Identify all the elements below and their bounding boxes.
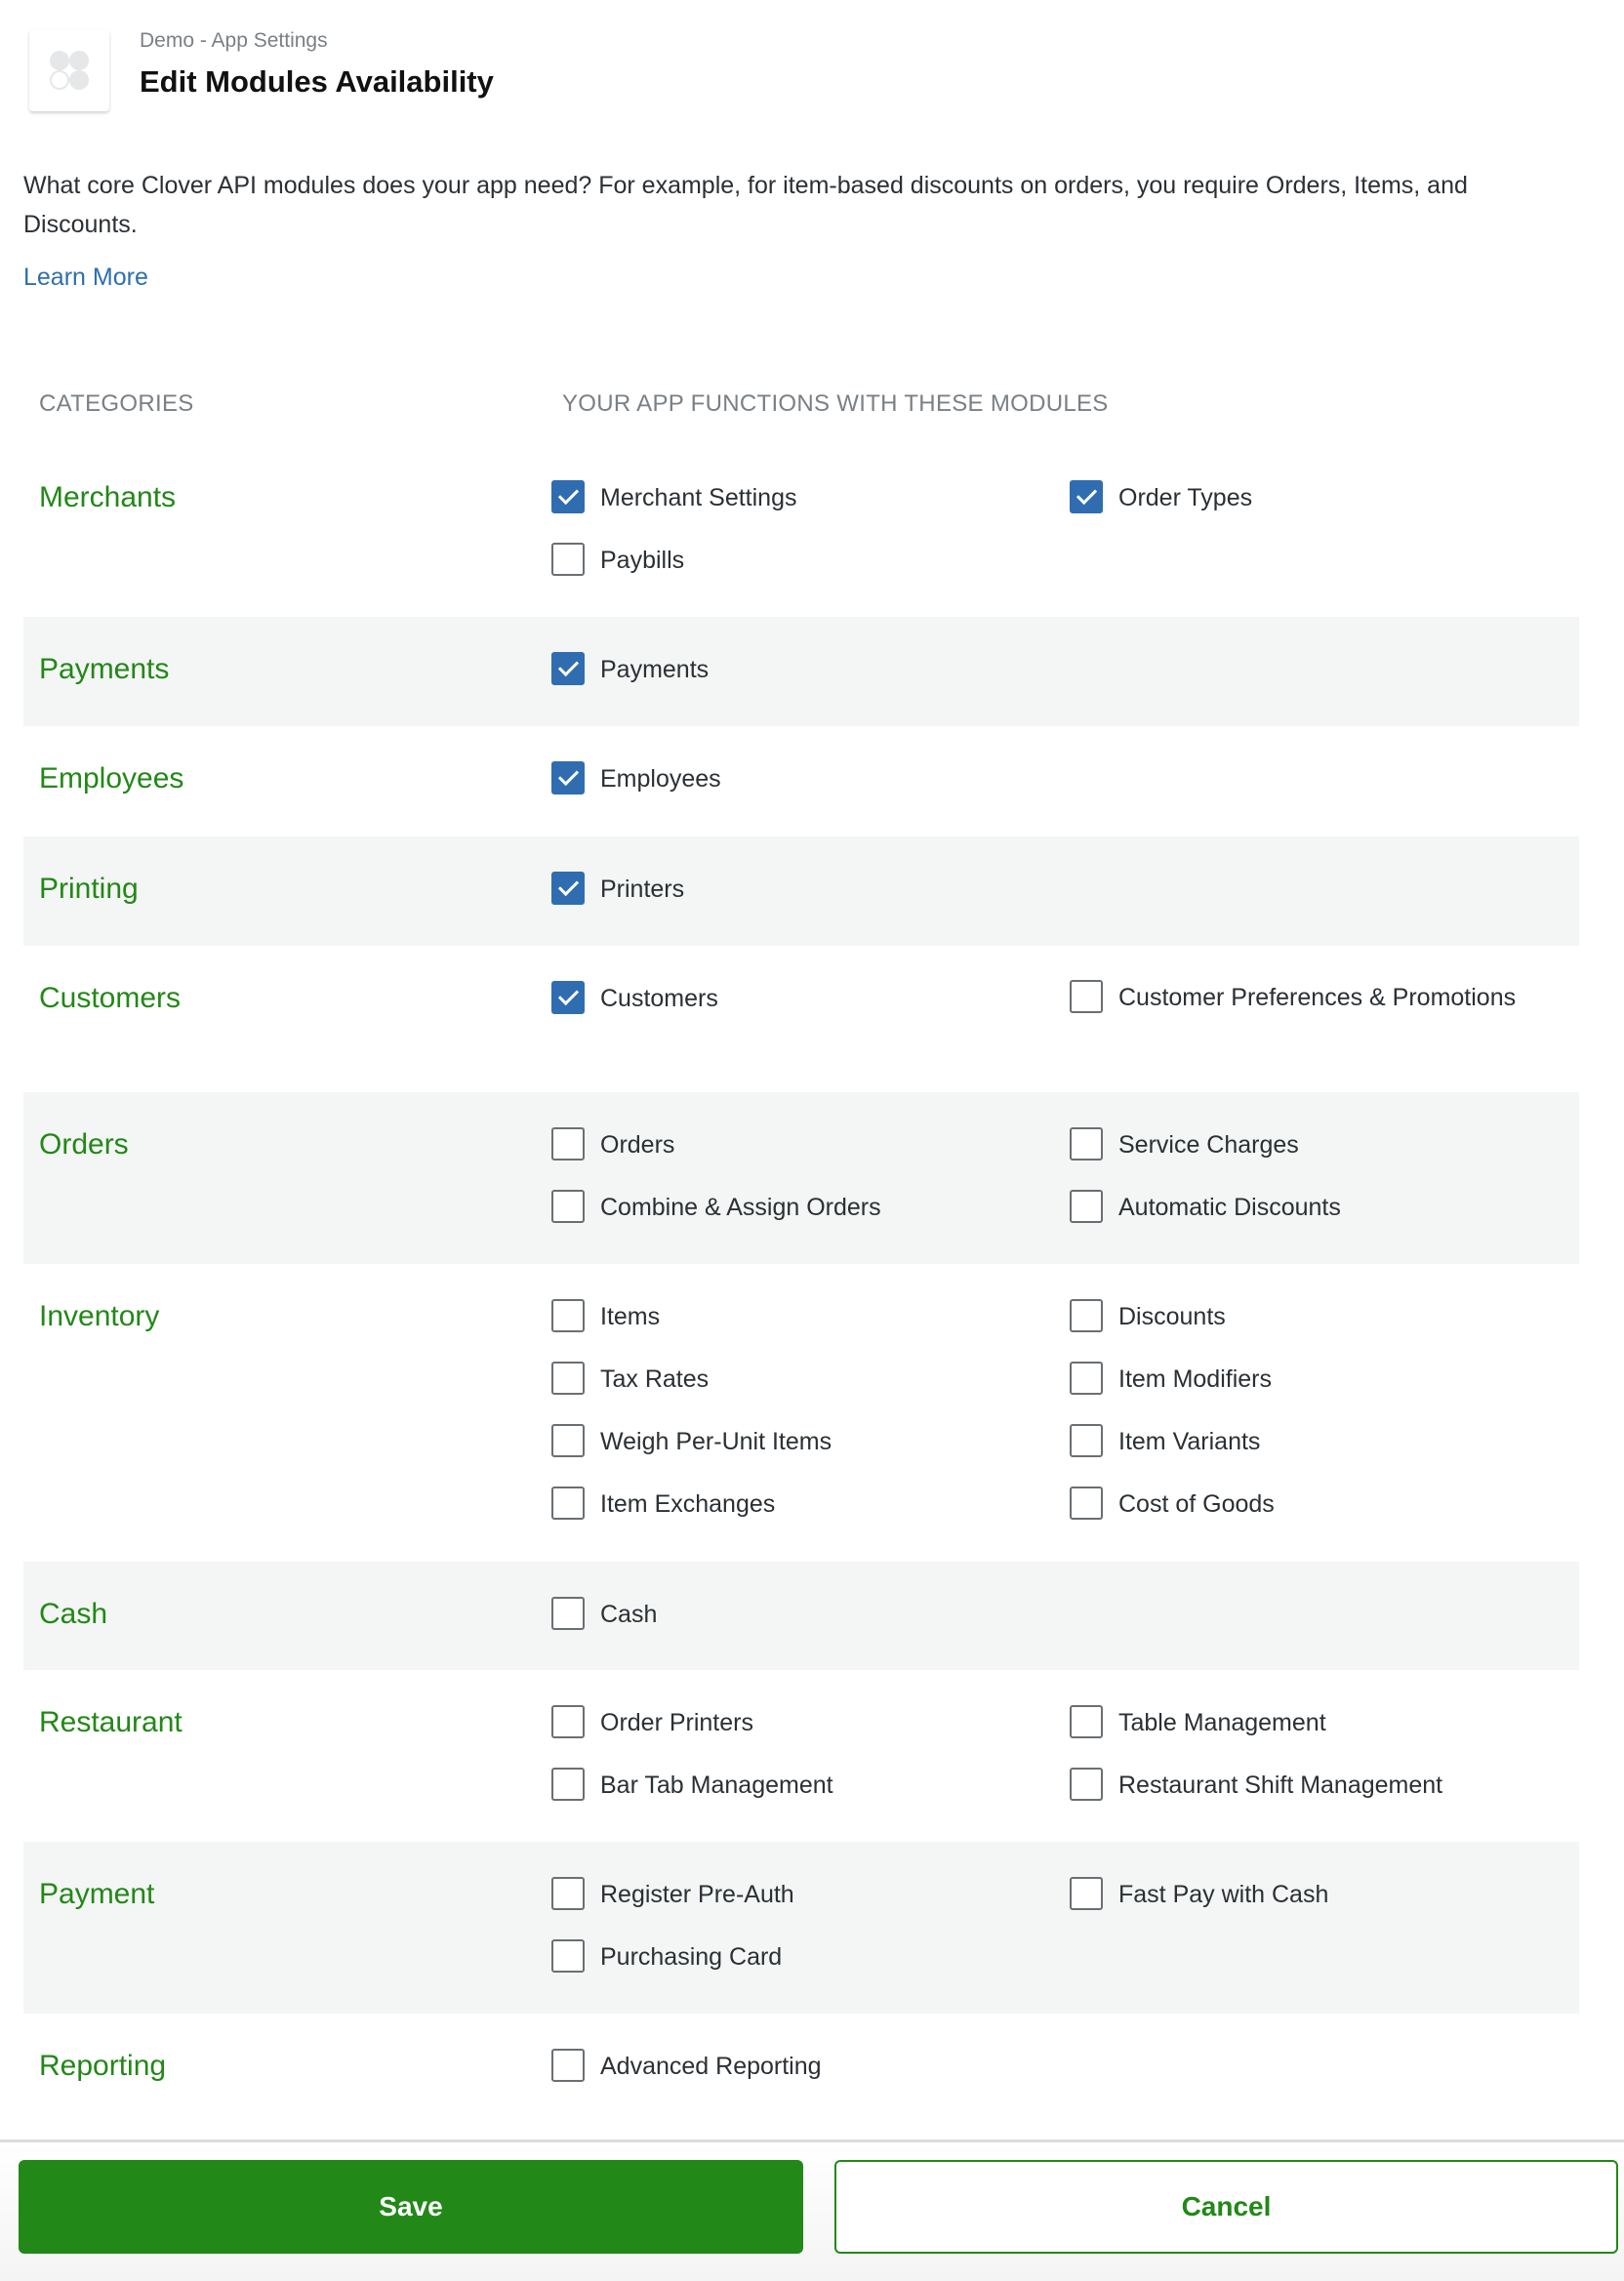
category-label: Printing — [39, 873, 139, 905]
app-logo — [29, 29, 109, 111]
checkbox-unchecked[interactable] — [1070, 1190, 1103, 1223]
module-checkbox-item[interactable] — [1070, 1754, 1528, 1816]
module-checkbox-item[interactable] — [1070, 1114, 1528, 1176]
module-checkbox-item[interactable] — [1070, 1863, 1528, 1926]
module-label: Restaurant Shift Management — [1118, 1772, 1443, 1799]
category-row-payments — [23, 617, 1579, 726]
module-label: Item Exchanges — [600, 1490, 776, 1518]
checkbox-unchecked[interactable] — [551, 1597, 585, 1630]
modules-table — [23, 445, 1579, 2136]
module-column — [1070, 1691, 1528, 1816]
footer-bar — [0, 2139, 1624, 2281]
module-label: Cash — [600, 1601, 658, 1628]
module-label: Order Printers — [600, 1709, 753, 1736]
module-checkbox-item[interactable] — [551, 2035, 1039, 2098]
module-column — [1070, 1285, 1528, 1535]
categories-header: CATEGORIES — [39, 390, 194, 417]
category-label: Orders — [39, 1128, 129, 1161]
module-column — [1070, 967, 1528, 1025]
module-checkbox-item[interactable] — [1070, 1410, 1528, 1473]
module-label: Orders — [600, 1131, 675, 1159]
module-label: Customers — [600, 985, 718, 1012]
checkbox-unchecked[interactable] — [551, 1424, 585, 1457]
module-column — [551, 858, 1039, 920]
module-column — [551, 967, 1039, 1030]
module-label: Tax Rates — [600, 1365, 710, 1393]
checkbox-checked[interactable] — [551, 872, 585, 905]
checkbox-unchecked[interactable] — [551, 1127, 585, 1161]
checkbox-checked[interactable] — [551, 480, 585, 513]
clover-icon — [46, 47, 93, 94]
module-column — [551, 1583, 1039, 1646]
category-row-merchants — [23, 445, 1579, 617]
description: What core Clover API modules does your app need? For example, for item-based discounts on orders, you require Orders, Items, and Discounts. — [23, 172, 1468, 238]
module-checkbox-item[interactable] — [551, 1583, 1039, 1646]
checkbox-unchecked[interactable] — [551, 543, 585, 576]
checkbox-unchecked[interactable] — [1070, 1362, 1103, 1395]
category-row-payment — [23, 1842, 1579, 2014]
module-label: Paybills — [600, 547, 685, 574]
module-label: Combine & Assign Orders — [600, 1194, 881, 1221]
module-label: Purchasing Card — [600, 1943, 783, 1971]
module-label: Advanced Reporting — [600, 2053, 822, 2080]
category-row-reporting — [23, 2014, 1579, 2136]
module-label: Cost of Goods — [1118, 1490, 1275, 1518]
module-label: Payments — [600, 656, 710, 683]
checkbox-unchecked[interactable] — [551, 1877, 585, 1910]
category-row-restaurant — [23, 1670, 1579, 1842]
checkbox-unchecked[interactable] — [551, 1768, 585, 1801]
checkbox-unchecked[interactable] — [551, 1705, 585, 1738]
module-checkbox-item[interactable] — [1070, 1285, 1528, 1348]
module-checkbox-item[interactable] — [551, 1473, 1039, 1535]
category-row-customers — [23, 946, 1579, 1092]
module-label: Merchant Settings — [600, 484, 797, 511]
module-column — [551, 638, 1039, 701]
checkbox-unchecked[interactable] — [551, 1190, 585, 1223]
category-row-employees — [23, 726, 1579, 836]
module-label: Order Types — [1118, 484, 1253, 511]
module-label: Bar Tab Management — [600, 1772, 833, 1799]
checkbox-unchecked[interactable] — [1070, 1127, 1103, 1161]
category-row-inventory — [23, 1264, 1579, 1562]
module-label: Table Management — [1118, 1709, 1326, 1736]
module-label: Employees — [600, 765, 721, 793]
module-column — [551, 1114, 1039, 1239]
cancel-button[interactable]: Cancel — [834, 2160, 1618, 2254]
module-checkbox-item[interactable] — [551, 1754, 1039, 1816]
page-title: Edit Modules Availability — [140, 64, 494, 99]
checkbox-unchecked[interactable] — [1070, 1705, 1103, 1738]
module-checkbox-item[interactable] — [551, 1285, 1039, 1348]
category-label: Customers — [39, 982, 182, 1014]
checkbox-checked[interactable] — [551, 981, 585, 1014]
module-checkbox-item[interactable] — [1046, 967, 1528, 1025]
module-checkbox-item[interactable] — [1070, 467, 1528, 529]
category-label: Inventory — [39, 1300, 160, 1332]
module-label: Discounts — [1118, 1303, 1226, 1330]
module-column — [1070, 1114, 1528, 1239]
category-label: Restaurant — [39, 1706, 183, 1738]
module-column — [551, 1691, 1039, 1816]
module-checkbox-item[interactable] — [551, 1863, 1039, 1926]
module-checkbox-item[interactable] — [551, 467, 1039, 529]
learn-more-link[interactable]: Learn More — [23, 264, 148, 291]
modules-header: YOUR APP FUNCTIONS WITH THESE MODULES — [562, 390, 1109, 417]
checkbox-unchecked[interactable] — [1070, 1877, 1103, 1910]
checkbox-unchecked[interactable] — [551, 1487, 585, 1520]
module-checkbox-item[interactable] — [551, 748, 1039, 810]
module-checkbox-item[interactable] — [1070, 1473, 1528, 1535]
checkbox-unchecked[interactable] — [1070, 1424, 1103, 1457]
checkbox-unchecked[interactable] — [1070, 980, 1103, 1013]
module-label: Automatic Discounts — [1118, 1194, 1341, 1221]
category-row-cash — [23, 1562, 1579, 1670]
module-column — [1070, 467, 1528, 529]
checkbox-checked[interactable] — [551, 761, 585, 794]
module-column — [551, 467, 1039, 591]
module-label: Fast Pay with Cash — [1118, 1881, 1329, 1908]
module-label: Service Charges — [1118, 1131, 1299, 1159]
module-column — [551, 1285, 1039, 1535]
checkbox-unchecked[interactable] — [1070, 1768, 1103, 1801]
category-row-printing — [23, 836, 1579, 946]
category-label: Reporting — [39, 2050, 167, 2082]
save-button[interactable]: Save — [19, 2160, 803, 2254]
module-label: Item Modifiers — [1118, 1365, 1272, 1393]
module-column — [1070, 1863, 1528, 1926]
checkbox-unchecked[interactable] — [551, 1362, 585, 1395]
module-checkbox-item[interactable] — [551, 638, 1039, 701]
module-checkbox-item[interactable] — [551, 1691, 1039, 1754]
module-column — [551, 2035, 1039, 2098]
module-checkbox-item[interactable] — [551, 1410, 1039, 1473]
module-checkbox-item[interactable] — [551, 1176, 1039, 1239]
module-checkbox-item[interactable] — [1070, 1348, 1528, 1410]
module-label: Register Pre-Auth — [600, 1881, 794, 1908]
checkbox-unchecked[interactable] — [551, 1299, 585, 1332]
breadcrumb: Demo - App Settings — [140, 29, 328, 52]
checkbox-unchecked[interactable] — [551, 2049, 585, 2082]
checkbox-checked[interactable] — [551, 652, 585, 685]
module-label: Weigh Per-Unit Items — [600, 1428, 832, 1455]
category-label: Payments — [39, 653, 170, 685]
module-checkbox-item[interactable] — [551, 967, 1039, 1030]
checkbox-unchecked[interactable] — [551, 1939, 585, 1973]
module-label: Item Variants — [1118, 1428, 1261, 1455]
category-row-orders — [23, 1092, 1579, 1264]
module-checkbox-item[interactable] — [551, 1114, 1039, 1176]
checkbox-checked[interactable] — [1070, 480, 1103, 513]
module-checkbox-item[interactable] — [551, 529, 1039, 591]
category-label: Cash — [39, 1598, 108, 1630]
module-checkbox-item[interactable] — [551, 1348, 1039, 1410]
module-checkbox-item[interactable] — [551, 1926, 1039, 1988]
module-column — [551, 1863, 1039, 1988]
category-label: Merchants — [39, 481, 177, 513]
module-label: Printers — [600, 876, 685, 903]
category-label: Payment — [39, 1878, 155, 1910]
module-label: Items — [600, 1303, 661, 1330]
module-checkbox-item[interactable] — [551, 858, 1039, 920]
checkbox-unchecked[interactable] — [1070, 1487, 1103, 1520]
module-checkbox-item[interactable] — [1070, 1176, 1528, 1239]
module-label: Customer Preferences & Promotions — [1118, 984, 1517, 1011]
checkbox-unchecked[interactable] — [1070, 1299, 1103, 1332]
category-label: Employees — [39, 762, 184, 794]
module-checkbox-item[interactable] — [1070, 1691, 1528, 1754]
module-column — [551, 748, 1039, 810]
